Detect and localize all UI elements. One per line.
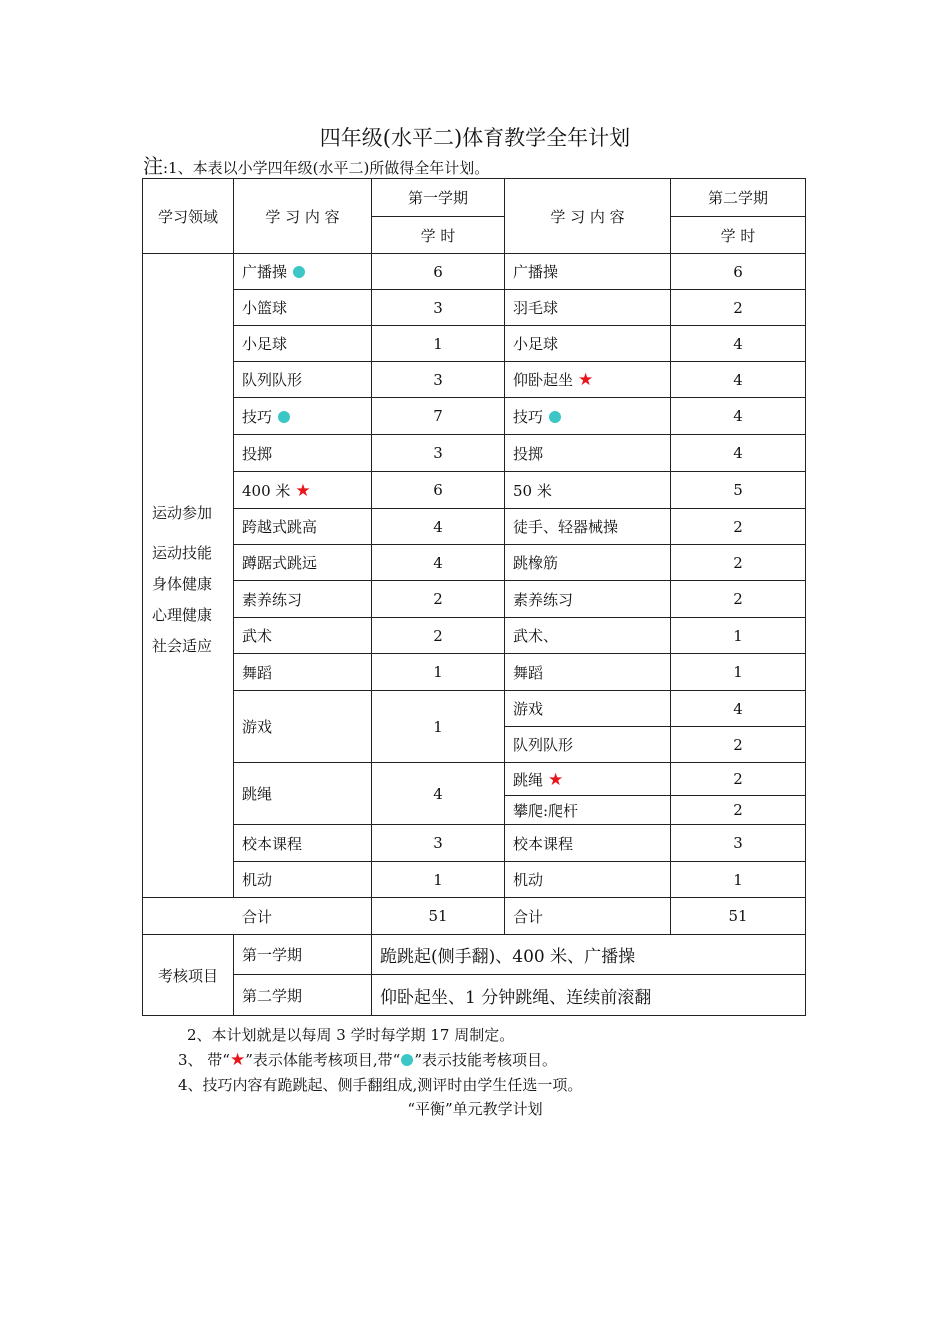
skill-dot-icon [401,1054,413,1066]
table-row [143,326,806,362]
table-row [143,545,806,581]
term2-hours: 4 [671,691,806,727]
table-row [143,581,806,618]
table-row [143,509,806,545]
skill-dot-icon [549,411,561,423]
term1-item: 跨越式跳高 [234,509,372,545]
term2-hours: 2 [671,290,806,326]
term1-hours: 2 [372,618,505,654]
term2-item: 素养练习 [505,581,671,618]
term1-hours: 3 [372,362,505,398]
term1-hours: 1 [372,654,505,691]
term1-item: 舞蹈 [234,654,372,691]
term1-hours: 2 [372,581,505,618]
table-row [143,654,806,691]
term2-hours: 4 [671,435,806,472]
table-row [143,435,806,472]
term2-hours: 6 [671,254,806,290]
term2-item: 50 米 [505,472,671,509]
footer-title: “平衡”单元教学计划 [407,1100,543,1118]
skill-dot-icon [278,411,290,423]
header-hours-2: 学 时 [671,217,806,254]
term2-hours: 1 [671,862,806,898]
exam-items-1: 跪跳起(侧手翻)、400 米、广播操 [372,935,806,975]
term2-hours: 2 [671,727,806,763]
term1-item: 400 米 ★ [234,472,372,509]
total-value-2: 51 [671,898,806,935]
note-1-text: :1、本表以小学四年级(水平二)所做得全年计划。 [163,159,490,177]
exam-items-2: 仰卧起坐、1 分钟跳绳、连续前滚翻 [372,975,806,1016]
term2-item: 跳绳 ★ [505,763,671,796]
table-row [143,825,806,862]
fitness-star-icon: ★ [578,370,594,390]
term1-item: 队列队形 [234,362,372,398]
exam-term-2: 第二学期 [234,975,372,1016]
table-row [143,398,806,435]
domain-item: 运动技能 [152,543,213,562]
header-content-2: 学 习 内 容 [505,179,671,254]
table-row [143,862,806,898]
term2-item: 队列队形 [505,727,671,763]
note-1 [143,150,489,179]
term1-item: 小篮球 [234,290,372,326]
fitness-star-icon: ★ [548,769,564,790]
term1-hours: 3 [372,825,505,862]
term1-item: 广播操 [234,254,372,290]
term2-item: 跳橡筋 [505,545,671,581]
domain-item: 社会适应 [152,636,213,655]
table-row [143,472,806,509]
term1-hours: 1 [372,691,505,763]
term1-hours: 1 [372,326,505,362]
skill-dot-icon [293,266,305,278]
term2-hours: 4 [671,362,806,398]
exam-row [143,975,806,1016]
term2-hours: 2 [671,509,806,545]
term2-item: 羽毛球 [505,290,671,326]
table-row [143,254,806,290]
header-domain: 学习领域 [143,179,234,254]
term1-item: 小足球 [234,326,372,362]
total-label-2: 合计 [505,898,671,935]
term1-item: 技巧 [234,398,372,435]
table-row [143,763,806,796]
domain-item: 运动参加 [152,503,213,522]
exam-label: 考核项目 [143,935,234,1016]
term1-hours: 3 [372,435,505,472]
header-hours-1: 学 时 [372,217,505,254]
term2-item: 小足球 [505,326,671,362]
term2-item: 仰卧起坐 ★ [505,362,671,398]
term1-hours: 6 [372,254,505,290]
note-3: 3、 带“★”表示体能考核项目,带“ ”表示技能考核项目。 [178,1050,558,1070]
header-term-1: 第一学期 [372,179,505,217]
term2-item: 广播操 [505,254,671,290]
term1-hours: 1 [372,862,505,898]
term1-hours: 4 [372,545,505,581]
term2-hours: 1 [671,618,806,654]
table-row [143,691,806,727]
exam-row [143,935,806,975]
term2-hours: 2 [671,763,806,796]
domain-item: 心理健康 [152,605,213,624]
term1-item: 校本课程 [234,825,372,862]
term2-item: 攀爬:爬杆 [505,796,671,825]
term1-item: 蹲踞式跳远 [234,545,372,581]
term2-hours: 2 [671,796,806,825]
term1-item: 游戏 [234,691,372,763]
total-value-1: 51 [372,898,505,935]
total-row [143,898,806,935]
term2-hours: 5 [671,472,806,509]
note-2: 2、本计划就是以每周 3 学时每学期 17 周制定。 [187,1026,515,1044]
term2-item: 徒手、轻器械操 [505,509,671,545]
term2-item: 武术、 [505,618,671,654]
note-4: 4、技巧内容有跪跳起、侧手翻组成,测评时由学生任选一项。 [178,1076,583,1094]
term2-hours: 2 [671,545,806,581]
fitness-star-icon: ★ [295,480,311,501]
term1-hours: 3 [372,290,505,326]
table-row [143,362,806,398]
header-term-2: 第二学期 [671,179,806,217]
table-row [143,290,806,326]
term2-item: 舞蹈 [505,654,671,691]
term2-hours: 4 [671,326,806,362]
domain-item: 身体健康 [152,574,213,593]
term2-item: 投掷 [505,435,671,472]
term2-hours: 1 [671,654,806,691]
term1-hours: 6 [372,472,505,509]
term1-hours: 4 [372,763,505,825]
plan-table [142,178,806,1016]
term2-item: 校本课程 [505,825,671,862]
domain-list [143,254,234,898]
term1-item: 投掷 [234,435,372,472]
page-title: 四年级(水平二)体育教学全年计划 [319,126,631,150]
term2-hours: 4 [671,398,806,435]
term2-hours: 2 [671,581,806,618]
term1-hours: 4 [372,509,505,545]
term2-item: 技巧 [505,398,671,435]
fitness-star-icon: ★ [229,1050,246,1070]
header-content-1: 学 习 内 容 [234,179,372,254]
term1-item: 素养练习 [234,581,372,618]
note-prefix: 注 [143,154,163,178]
term2-item: 游戏 [505,691,671,727]
term1-item: 跳绳 [234,763,372,825]
term2-item: 机动 [505,862,671,898]
term1-item: 机动 [234,862,372,898]
exam-term-1: 第一学期 [234,935,372,975]
term1-item: 武术 [234,618,372,654]
table-row [143,618,806,654]
term2-hours: 3 [671,825,806,862]
total-label-1: 合计 [143,898,372,935]
term1-hours: 7 [372,398,505,435]
